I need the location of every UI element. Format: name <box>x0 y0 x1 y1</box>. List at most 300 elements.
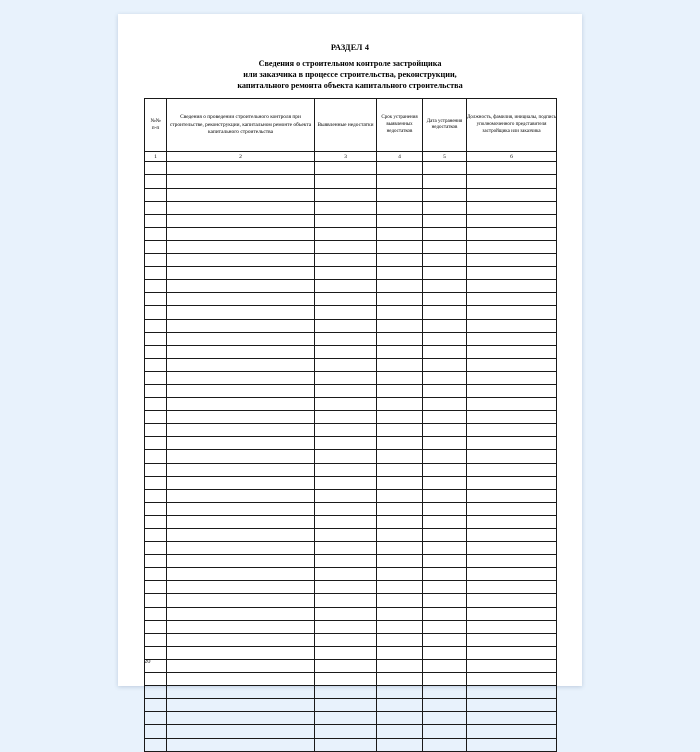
table-cell[interactable] <box>145 358 167 371</box>
table-cell[interactable] <box>467 345 557 358</box>
table-cell[interactable] <box>145 502 167 515</box>
table-cell[interactable] <box>377 646 423 659</box>
table-cell[interactable] <box>145 489 167 502</box>
table-cell[interactable] <box>467 568 557 581</box>
table-cell[interactable] <box>467 607 557 620</box>
table-cell[interactable] <box>467 437 557 450</box>
table-cell[interactable] <box>145 607 167 620</box>
table-cell[interactable] <box>145 686 167 699</box>
table-cell[interactable] <box>167 738 315 751</box>
table-cell[interactable] <box>377 267 423 280</box>
table-cell[interactable] <box>423 306 467 319</box>
table-cell[interactable] <box>377 699 423 712</box>
table-cell[interactable] <box>423 280 467 293</box>
table-cell[interactable] <box>167 463 315 476</box>
table-cell[interactable] <box>377 227 423 240</box>
table-row[interactable] <box>145 254 557 267</box>
table-cell[interactable] <box>315 738 377 751</box>
table-cell[interactable] <box>315 319 377 332</box>
table-cell[interactable] <box>167 332 315 345</box>
table-row[interactable] <box>145 450 557 463</box>
table-cell[interactable] <box>467 188 557 201</box>
table-cell[interactable] <box>423 581 467 594</box>
table-cell[interactable] <box>467 358 557 371</box>
table-row[interactable] <box>145 515 557 528</box>
table-cell[interactable] <box>145 437 167 450</box>
table-row[interactable] <box>145 175 557 188</box>
table-cell[interactable] <box>145 293 167 306</box>
table-row[interactable] <box>145 437 557 450</box>
table-cell[interactable] <box>377 489 423 502</box>
table-cell[interactable] <box>145 280 167 293</box>
table-cell[interactable] <box>467 398 557 411</box>
table-cell[interactable] <box>423 568 467 581</box>
table-cell[interactable] <box>467 411 557 424</box>
table-row[interactable] <box>145 568 557 581</box>
table-cell[interactable] <box>167 437 315 450</box>
table-cell[interactable] <box>377 411 423 424</box>
table-cell[interactable] <box>315 188 377 201</box>
table-cell[interactable] <box>167 529 315 542</box>
table-row[interactable] <box>145 214 557 227</box>
table-cell[interactable] <box>145 594 167 607</box>
table-row[interactable] <box>145 476 557 489</box>
table-cell[interactable] <box>423 542 467 555</box>
table-cell[interactable] <box>315 542 377 555</box>
table-cell[interactable] <box>377 529 423 542</box>
table-cell[interactable] <box>315 214 377 227</box>
table-cell[interactable] <box>423 319 467 332</box>
table-cell[interactable] <box>377 463 423 476</box>
table-cell[interactable] <box>377 437 423 450</box>
table-cell[interactable] <box>167 214 315 227</box>
table-cell[interactable] <box>377 620 423 633</box>
table-cell[interactable] <box>467 699 557 712</box>
table-cell[interactable] <box>315 267 377 280</box>
table-cell[interactable] <box>145 515 167 528</box>
table-cell[interactable] <box>423 267 467 280</box>
table-row[interactable] <box>145 620 557 633</box>
table-cell[interactable] <box>423 712 467 725</box>
table-cell[interactable] <box>377 371 423 384</box>
table-row[interactable] <box>145 240 557 253</box>
table-cell[interactable] <box>377 188 423 201</box>
table-cell[interactable] <box>167 502 315 515</box>
table-row[interactable] <box>145 332 557 345</box>
table-cell[interactable] <box>315 398 377 411</box>
table-cell[interactable] <box>467 738 557 751</box>
table-cell[interactable] <box>377 712 423 725</box>
table-cell[interactable] <box>423 502 467 515</box>
table-cell[interactable] <box>315 306 377 319</box>
table-cell[interactable] <box>467 384 557 397</box>
table-row[interactable] <box>145 463 557 476</box>
table-row[interactable] <box>145 267 557 280</box>
table-row[interactable] <box>145 699 557 712</box>
table-cell[interactable] <box>377 332 423 345</box>
table-row[interactable] <box>145 306 557 319</box>
table-cell[interactable] <box>145 306 167 319</box>
table-cell[interactable] <box>377 162 423 175</box>
table-cell[interactable] <box>145 620 167 633</box>
table-cell[interactable] <box>423 555 467 568</box>
table-cell[interactable] <box>167 267 315 280</box>
table-row[interactable] <box>145 646 557 659</box>
table-cell[interactable] <box>423 240 467 253</box>
table-cell[interactable] <box>315 529 377 542</box>
table-cell[interactable] <box>423 227 467 240</box>
table-cell[interactable] <box>467 319 557 332</box>
table-row[interactable] <box>145 502 557 515</box>
table-cell[interactable] <box>377 502 423 515</box>
table-row[interactable] <box>145 358 557 371</box>
table-cell[interactable] <box>315 358 377 371</box>
table-cell[interactable] <box>467 371 557 384</box>
table-cell[interactable] <box>145 332 167 345</box>
table-row[interactable] <box>145 607 557 620</box>
table-cell[interactable] <box>167 673 315 686</box>
table-cell[interactable] <box>167 659 315 672</box>
table-cell[interactable] <box>167 725 315 738</box>
table-cell[interactable] <box>377 515 423 528</box>
table-row[interactable] <box>145 424 557 437</box>
table-cell[interactable] <box>145 267 167 280</box>
table-row[interactable] <box>145 529 557 542</box>
table-cell[interactable] <box>423 384 467 397</box>
table-cell[interactable] <box>167 306 315 319</box>
table-cell[interactable] <box>423 529 467 542</box>
table-cell[interactable] <box>315 201 377 214</box>
table-cell[interactable] <box>167 319 315 332</box>
table-cell[interactable] <box>167 188 315 201</box>
table-cell[interactable] <box>145 725 167 738</box>
table-cell[interactable] <box>423 424 467 437</box>
table-cell[interactable] <box>377 358 423 371</box>
table-cell[interactable] <box>423 646 467 659</box>
table-cell[interactable] <box>167 450 315 463</box>
table-row[interactable] <box>145 633 557 646</box>
table-cell[interactable] <box>167 581 315 594</box>
table-cell[interactable] <box>145 201 167 214</box>
table-cell[interactable] <box>145 581 167 594</box>
table-cell[interactable] <box>423 725 467 738</box>
table-cell[interactable] <box>467 227 557 240</box>
table-cell[interactable] <box>467 594 557 607</box>
table-cell[interactable] <box>467 529 557 542</box>
table-cell[interactable] <box>377 594 423 607</box>
table-cell[interactable] <box>315 332 377 345</box>
table-cell[interactable] <box>377 633 423 646</box>
table-cell[interactable] <box>315 489 377 502</box>
table-cell[interactable] <box>315 555 377 568</box>
table-cell[interactable] <box>377 738 423 751</box>
table-cell[interactable] <box>145 738 167 751</box>
table-row[interactable] <box>145 398 557 411</box>
table-cell[interactable] <box>377 476 423 489</box>
table-cell[interactable] <box>315 594 377 607</box>
table-row[interactable] <box>145 594 557 607</box>
table-row[interactable] <box>145 673 557 686</box>
table-cell[interactable] <box>377 659 423 672</box>
table-cell[interactable] <box>377 254 423 267</box>
table-cell[interactable] <box>467 293 557 306</box>
table-cell[interactable] <box>423 188 467 201</box>
table-cell[interactable] <box>145 384 167 397</box>
table-cell[interactable] <box>315 254 377 267</box>
table-cell[interactable] <box>145 319 167 332</box>
table-cell[interactable] <box>167 254 315 267</box>
table-cell[interactable] <box>167 384 315 397</box>
table-cell[interactable] <box>467 502 557 515</box>
table-cell[interactable] <box>377 607 423 620</box>
table-cell[interactable] <box>467 659 557 672</box>
table-cell[interactable] <box>467 686 557 699</box>
table-cell[interactable] <box>377 581 423 594</box>
table-cell[interactable] <box>167 594 315 607</box>
table-cell[interactable] <box>167 280 315 293</box>
table-cell[interactable] <box>423 489 467 502</box>
table-cell[interactable] <box>315 175 377 188</box>
table-cell[interactable] <box>377 319 423 332</box>
table-cell[interactable] <box>315 450 377 463</box>
table-cell[interactable] <box>315 659 377 672</box>
table-cell[interactable] <box>145 345 167 358</box>
table-cell[interactable] <box>167 568 315 581</box>
table-cell[interactable] <box>423 686 467 699</box>
table-cell[interactable] <box>423 594 467 607</box>
table-cell[interactable] <box>145 555 167 568</box>
table-cell[interactable] <box>423 201 467 214</box>
table-row[interactable] <box>145 188 557 201</box>
table-cell[interactable] <box>315 384 377 397</box>
table-cell[interactable] <box>377 345 423 358</box>
table-cell[interactable] <box>145 450 167 463</box>
table-cell[interactable] <box>145 633 167 646</box>
table-cell[interactable] <box>167 476 315 489</box>
table-cell[interactable] <box>377 568 423 581</box>
table-cell[interactable] <box>377 450 423 463</box>
table-cell[interactable] <box>423 411 467 424</box>
table-row[interactable] <box>145 712 557 725</box>
table-cell[interactable] <box>167 201 315 214</box>
table-cell[interactable] <box>145 162 167 175</box>
table-cell[interactable] <box>315 633 377 646</box>
table-cell[interactable] <box>167 607 315 620</box>
table-cell[interactable] <box>315 437 377 450</box>
table-cell[interactable] <box>467 306 557 319</box>
table-cell[interactable] <box>145 398 167 411</box>
table-cell[interactable] <box>423 450 467 463</box>
table-cell[interactable] <box>167 489 315 502</box>
table-cell[interactable] <box>145 227 167 240</box>
table-cell[interactable] <box>167 293 315 306</box>
table-cell[interactable] <box>145 476 167 489</box>
table-row[interactable] <box>145 555 557 568</box>
table-cell[interactable] <box>467 725 557 738</box>
table-cell[interactable] <box>315 240 377 253</box>
table-cell[interactable] <box>167 633 315 646</box>
table-cell[interactable] <box>315 699 377 712</box>
table-cell[interactable] <box>315 502 377 515</box>
table-cell[interactable] <box>167 424 315 437</box>
table-cell[interactable] <box>167 227 315 240</box>
table-cell[interactable] <box>145 568 167 581</box>
table-cell[interactable] <box>377 424 423 437</box>
table-cell[interactable] <box>423 162 467 175</box>
table-cell[interactable] <box>423 254 467 267</box>
table-cell[interactable] <box>167 371 315 384</box>
table-cell[interactable] <box>167 699 315 712</box>
table-cell[interactable] <box>377 542 423 555</box>
table-cell[interactable] <box>315 620 377 633</box>
table-row[interactable] <box>145 384 557 397</box>
table-cell[interactable] <box>467 254 557 267</box>
table-row[interactable] <box>145 201 557 214</box>
table-cell[interactable] <box>423 673 467 686</box>
table-row[interactable] <box>145 542 557 555</box>
table-cell[interactable] <box>423 437 467 450</box>
table-cell[interactable] <box>467 476 557 489</box>
table-cell[interactable] <box>377 214 423 227</box>
table-cell[interactable] <box>145 542 167 555</box>
table-cell[interactable] <box>467 489 557 502</box>
table-cell[interactable] <box>423 358 467 371</box>
table-cell[interactable] <box>467 162 557 175</box>
table-cell[interactable] <box>167 398 315 411</box>
table-cell[interactable] <box>423 345 467 358</box>
table-row[interactable] <box>145 280 557 293</box>
table-cell[interactable] <box>467 424 557 437</box>
table-cell[interactable] <box>315 673 377 686</box>
table-cell[interactable] <box>423 476 467 489</box>
table-cell[interactable] <box>467 450 557 463</box>
table-cell[interactable] <box>167 712 315 725</box>
table-cell[interactable] <box>377 725 423 738</box>
table-cell[interactable] <box>315 162 377 175</box>
table-cell[interactable] <box>145 240 167 253</box>
table-cell[interactable] <box>377 293 423 306</box>
table-cell[interactable] <box>315 424 377 437</box>
table-cell[interactable] <box>145 254 167 267</box>
table-cell[interactable] <box>167 646 315 659</box>
table-row[interactable] <box>145 411 557 424</box>
table-row[interactable] <box>145 738 557 751</box>
table-cell[interactable] <box>423 515 467 528</box>
table-cell[interactable] <box>315 411 377 424</box>
table-cell[interactable] <box>423 620 467 633</box>
table-cell[interactable] <box>377 555 423 568</box>
table-cell[interactable] <box>315 476 377 489</box>
table-cell[interactable] <box>467 280 557 293</box>
table-cell[interactable] <box>377 175 423 188</box>
table-row[interactable] <box>145 319 557 332</box>
table-cell[interactable] <box>145 712 167 725</box>
table-cell[interactable] <box>423 607 467 620</box>
table-cell[interactable] <box>167 686 315 699</box>
table-cell[interactable] <box>423 293 467 306</box>
table-row[interactable] <box>145 345 557 358</box>
table-cell[interactable] <box>467 267 557 280</box>
table-cell[interactable] <box>377 673 423 686</box>
table-cell[interactable] <box>467 240 557 253</box>
table-row[interactable] <box>145 725 557 738</box>
table-cell[interactable] <box>467 673 557 686</box>
table-row[interactable] <box>145 371 557 384</box>
table-row[interactable] <box>145 227 557 240</box>
table-cell[interactable] <box>377 384 423 397</box>
table-cell[interactable] <box>377 306 423 319</box>
table-row[interactable] <box>145 581 557 594</box>
table-cell[interactable] <box>467 463 557 476</box>
table-cell[interactable] <box>315 463 377 476</box>
table-cell[interactable] <box>423 398 467 411</box>
table-cell[interactable] <box>423 371 467 384</box>
table-cell[interactable] <box>467 175 557 188</box>
table-cell[interactable] <box>145 529 167 542</box>
table-cell[interactable] <box>145 673 167 686</box>
table-cell[interactable] <box>423 332 467 345</box>
table-cell[interactable] <box>315 581 377 594</box>
table-cell[interactable] <box>167 411 315 424</box>
table-cell[interactable] <box>167 345 315 358</box>
table-cell[interactable] <box>315 725 377 738</box>
table-cell[interactable] <box>423 175 467 188</box>
table-cell[interactable] <box>377 240 423 253</box>
table-cell[interactable] <box>467 201 557 214</box>
table-cell[interactable] <box>423 659 467 672</box>
table-cell[interactable] <box>423 463 467 476</box>
table-cell[interactable] <box>167 555 315 568</box>
table-cell[interactable] <box>315 686 377 699</box>
table-row[interactable] <box>145 162 557 175</box>
table-cell[interactable] <box>167 162 315 175</box>
table-cell[interactable] <box>467 712 557 725</box>
table-cell[interactable] <box>167 620 315 633</box>
table-cell[interactable] <box>145 424 167 437</box>
table-cell[interactable] <box>145 463 167 476</box>
table-row[interactable] <box>145 659 557 672</box>
table-cell[interactable] <box>315 568 377 581</box>
table-cell[interactable] <box>467 581 557 594</box>
table-cell[interactable] <box>145 188 167 201</box>
table-cell[interactable] <box>467 646 557 659</box>
table-cell[interactable] <box>145 371 167 384</box>
table-cell[interactable] <box>423 633 467 646</box>
table-cell[interactable] <box>315 515 377 528</box>
table-cell[interactable] <box>315 345 377 358</box>
table-cell[interactable] <box>467 620 557 633</box>
table-cell[interactable] <box>167 542 315 555</box>
table-cell[interactable] <box>377 280 423 293</box>
table-cell[interactable] <box>315 280 377 293</box>
table-cell[interactable] <box>467 515 557 528</box>
table-cell[interactable] <box>377 686 423 699</box>
table-cell[interactable] <box>145 214 167 227</box>
table-row[interactable] <box>145 293 557 306</box>
table-cell[interactable] <box>423 738 467 751</box>
table-cell[interactable] <box>167 175 315 188</box>
table-cell[interactable] <box>467 633 557 646</box>
table-row[interactable] <box>145 686 557 699</box>
table-cell[interactable] <box>467 332 557 345</box>
table-cell[interactable] <box>467 542 557 555</box>
table-cell[interactable] <box>315 607 377 620</box>
table-cell[interactable] <box>167 515 315 528</box>
table-cell[interactable] <box>377 201 423 214</box>
table-cell[interactable] <box>315 712 377 725</box>
table-cell[interactable] <box>145 699 167 712</box>
table-row[interactable] <box>145 489 557 502</box>
